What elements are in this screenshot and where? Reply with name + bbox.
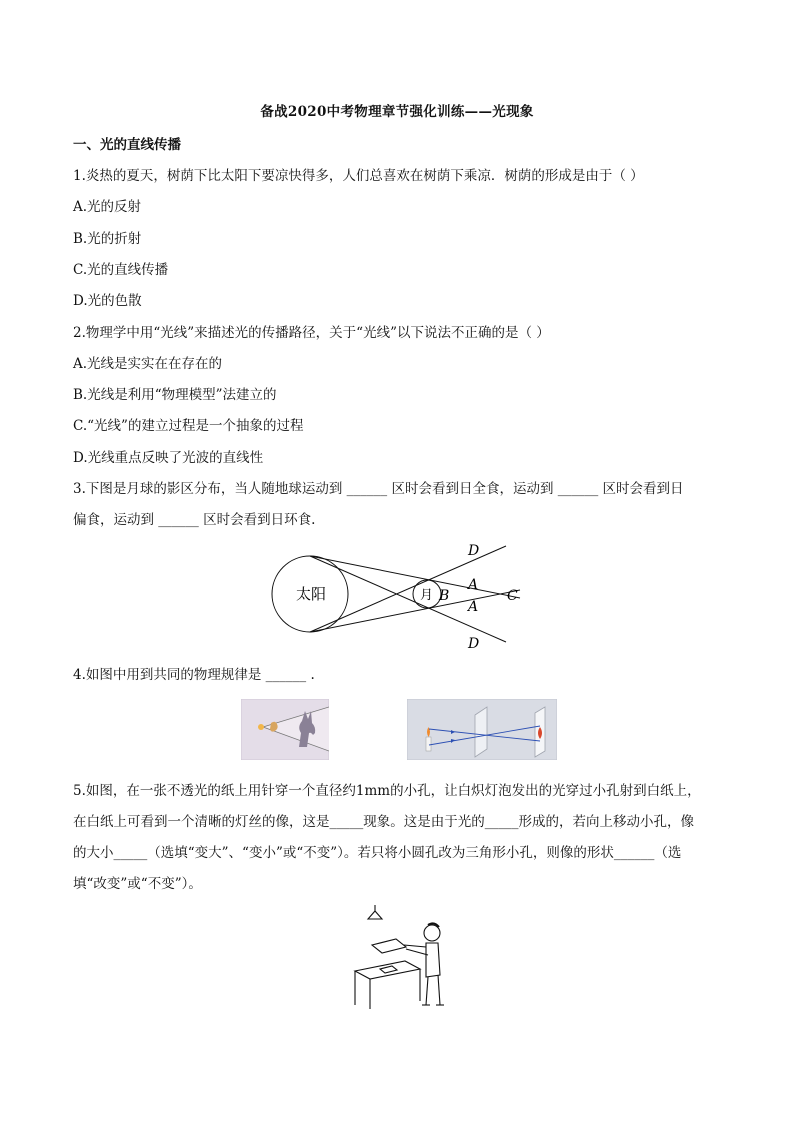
zone-c-label: C xyxy=(507,588,518,604)
zone-b-label: B xyxy=(439,588,450,604)
pinhole-experiment-figure xyxy=(350,905,450,1011)
question-3-line-1: 3.下图是月球的影区分布，当人随地球运动到 ______ 区时会看到日全食，运动到 ______ 区时会看到日 xyxy=(73,481,684,497)
question-1-option-c: C.光的直线传播 xyxy=(73,262,169,278)
sun-label: 太阳 xyxy=(296,585,327,603)
pinhole-figure xyxy=(407,699,557,760)
question-1-option-a: A.光的反射 xyxy=(73,199,142,215)
zone-a-bottom-label: A xyxy=(468,599,479,615)
shadow-puppet-figure xyxy=(241,699,329,760)
question-2-option-c: C.“光线”的建立过程是一个抽象的过程 xyxy=(73,418,304,434)
zone-a-top-label: A xyxy=(468,577,479,593)
moon-shadow-figure xyxy=(270,538,530,654)
pinhole-board xyxy=(475,707,487,757)
person-body xyxy=(426,943,440,977)
page-title: 备战2020中考物理章节强化训练——光现象 xyxy=(260,104,534,120)
question-1-option-b: B.光的折射 xyxy=(73,231,142,247)
zone-d-bottom-label: D xyxy=(468,636,480,652)
lamp-icon xyxy=(258,724,264,730)
question-5-line-2: 在白纸上可看到一个清晰的灯丝的像，这是_____现象。这是由于光的_____形成的，若向上移动小孔，像 xyxy=(73,814,694,830)
moon-label: 月 xyxy=(420,588,434,603)
question-3-line-2: 偏食，运动到 ______ 区时会看到日环食. xyxy=(73,512,316,528)
question-5-line-4: 填“改变”或“不变”）。 xyxy=(73,876,202,892)
question-5-line-1: 5.如图，在一张不透光的纸上用针穿一个直径约1mm的小孔，让白炽灯泡发出的光穿过小孔射到白纸上， xyxy=(73,783,701,799)
question-2-option-a: A.光线是实实在在存在的 xyxy=(73,356,223,372)
question-5-line-3: 的大小_____（选填“变大”、“变小”或“不变”）。若只将小圆孔改为三角形小孔，则像的形状______（选 xyxy=(73,845,682,861)
question-1-option-d: D.光的色散 xyxy=(73,293,142,309)
person-head xyxy=(424,925,440,941)
section-heading: 一、光的直线传播 xyxy=(73,137,181,153)
question-2-stem: 2.物理学中用“光线”来描述光的传播路径，关于“光线”以下说法不正确的是（ ） xyxy=(73,325,550,341)
zone-d-top-label: D xyxy=(468,543,480,559)
question-1-stem: 1.炎热的夏天，树荫下比太阳下要凉快得多，人们总喜欢在树荫下乘凉．树荫的形成是由于（ ） xyxy=(73,168,644,184)
question-4-line-1: 4.如图中用到共同的物理规律是 ______ . xyxy=(73,667,315,683)
question-2-option-b: B.光线是利用“物理模型”法建立的 xyxy=(73,387,277,403)
question-2-option-d: D.光线重点反映了光波的直线性 xyxy=(73,450,264,466)
paper-with-hole xyxy=(372,939,406,953)
lamp-shade xyxy=(368,911,382,919)
